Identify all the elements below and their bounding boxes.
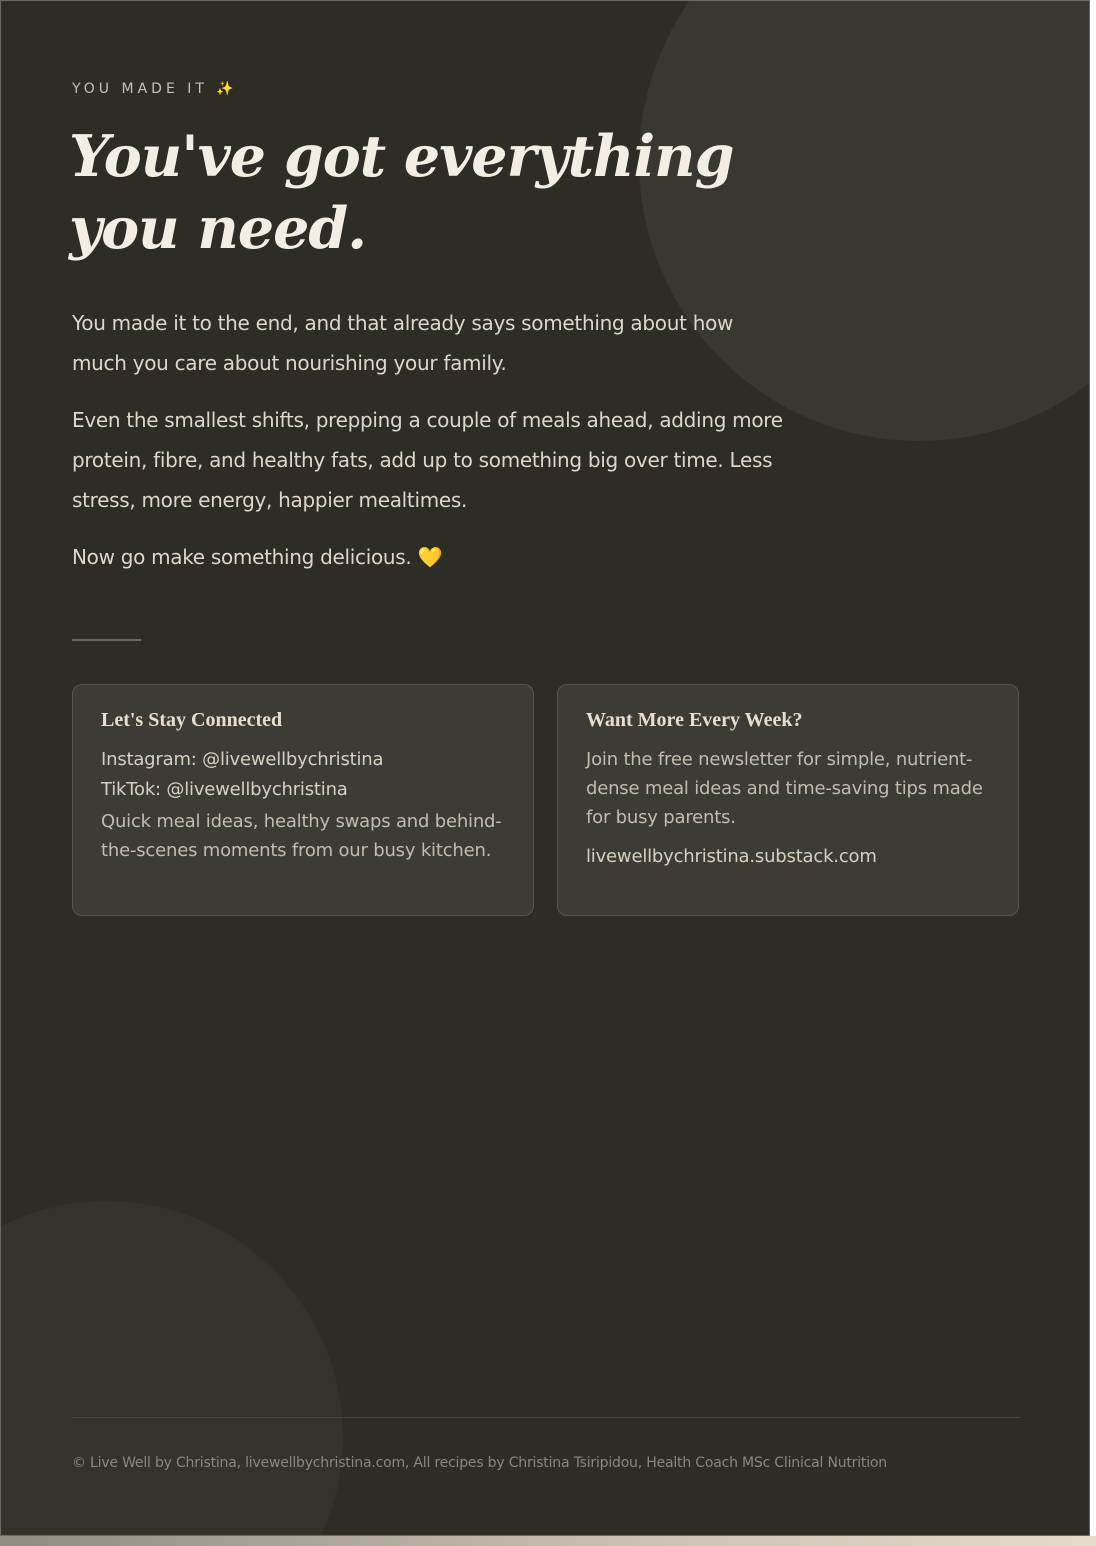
newsletter-card-description: Join the free newsletter for simple, nutrient-dense meal ideas and time-saving tips made for busy parents. — [586, 749, 983, 828]
newsletter-card — [557, 684, 1019, 916]
closing-text: Now go make something delicious. — [72, 545, 412, 569]
headline-line-2: you need. — [69, 195, 367, 262]
next-page-edge — [0, 1536, 1096, 1546]
connect-card-title: Let's Stay Connected — [101, 709, 283, 731]
intro-paragraph-2: Even the smallest shifts, prepping a couple of meals ahead, adding more protein, fibre, and healthy fats, add up to something big over time. Less stress, more energy, happier mealtimes. — [72, 408, 783, 512]
heart-icon: 💛 — [417, 545, 443, 569]
intro-paragraph-1: You made it to the end, and that already says something about how much you care about nourishing your family. — [72, 311, 734, 375]
newsletter-link[interactable]: livewellbychristina.substack.com — [586, 846, 877, 867]
section-divider — [72, 639, 141, 641]
decorative-circle-bottom — [0, 1201, 343, 1536]
eyebrow-label: YOU MADE IT ✨ — [72, 81, 238, 97]
headline-line-1: You've got everything — [69, 123, 734, 190]
instagram-handle[interactable]: Instagram: @livewellbychristina — [101, 749, 384, 770]
intro-closing — [72, 537, 792, 577]
intro-text — [72, 303, 792, 594]
tiktok-handle[interactable]: TikTok: @livewellbychristina — [101, 779, 348, 800]
footer-divider — [72, 1417, 1020, 1418]
connect-card-description: Quick meal ideas, healthy swaps and behind-the-scenes moments from our busy kitchen. — [101, 811, 502, 861]
footer-copyright: © Live Well by Christina, livewellbychristina.com, All recipes by Christina Tsiripidou, Health Coach MSc Clinical Nutrition — [72, 1455, 887, 1471]
newsletter-card-title: Want More Every Week? — [586, 709, 803, 731]
page-headline — [69, 121, 769, 265]
connect-card — [72, 684, 534, 916]
